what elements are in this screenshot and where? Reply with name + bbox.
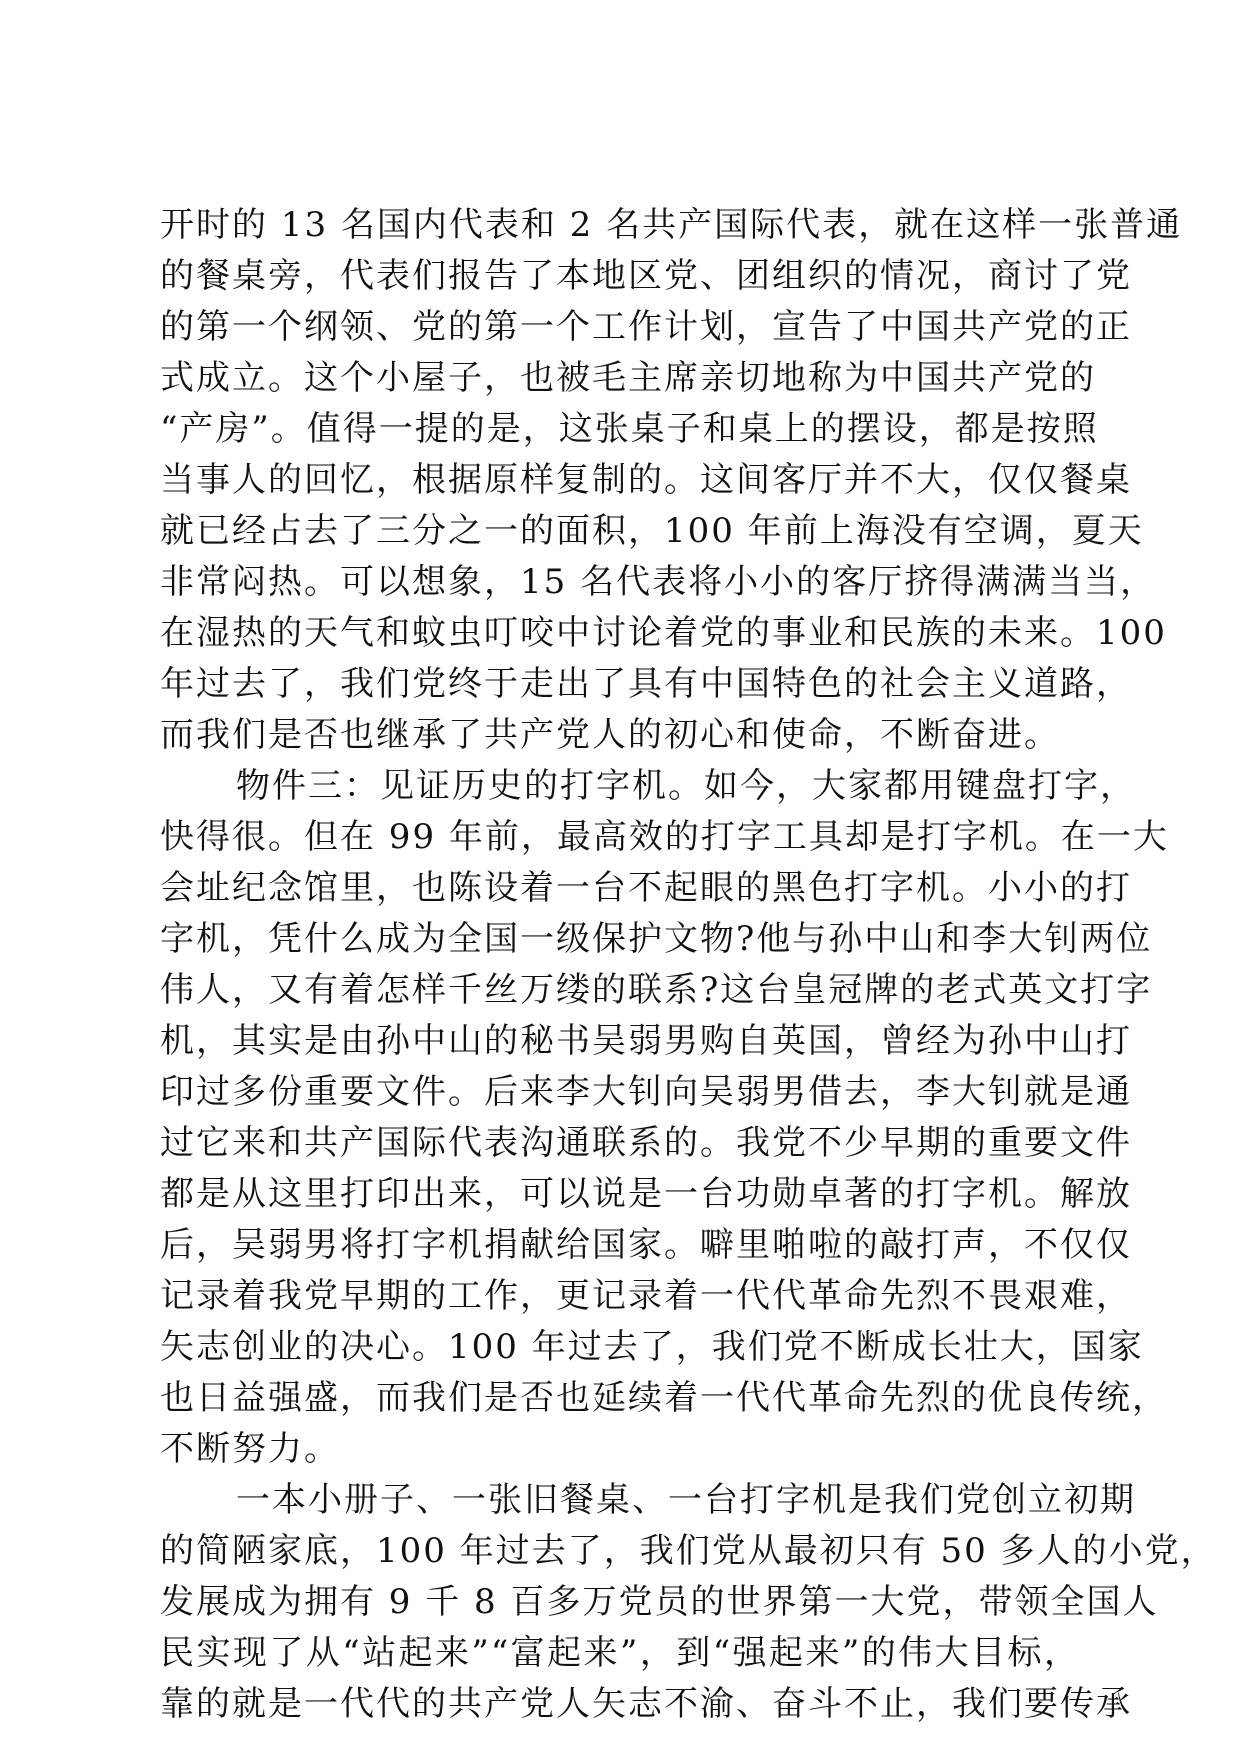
paragraph-2-line-11: 记录着我党早期的工作，更记录着一代代革命先烈不畏艰难， xyxy=(160,1276,1132,1316)
paragraph-1-line-11: 而我们是否也继承了共产党人的初心和使命，不断奋进。 xyxy=(160,715,1060,755)
paragraph-1-line-3: 的第一个纲领、党的第一个工作计划，宣告了中国共产党的正 xyxy=(160,307,1132,347)
paragraph-3-line-3: 发展成为拥有 9 千 8 百多万党员的世界第一大党，带领全国人 xyxy=(160,1582,1159,1622)
paragraph-2-line-9: 都是从这里打印出来，可以说是一台功勋卓著的打字机。解放 xyxy=(160,1174,1132,1214)
paragraph-2-line-4: 字机，凭什么成为全国一级保护文物?他与孙中山和李大钊两位 xyxy=(160,919,1153,959)
paragraph-2-line-3: 会址纪念馆里，也陈设着一台不起眼的黑色打字机。小小的打 xyxy=(160,868,1132,908)
paragraph-2-line-12: 矢志创业的决心。100 年过去了，我们党不断成长壮大，国家 xyxy=(160,1327,1144,1367)
paragraph-3-line-5: 靠的就是一代代的共产党人矢志不渝、奋斗不止，我们要传承 xyxy=(160,1684,1132,1724)
paragraph-1-line-2: 的餐桌旁，代表们报告了本地区党、团组织的情况，商讨了党 xyxy=(160,256,1132,296)
paragraph-1-line-4: 式成立。这个小屋子，也被毛主席亲切地称为中国共产党的 xyxy=(160,358,1096,398)
paragraph-2-line-14: 不断努力。 xyxy=(160,1429,340,1469)
paragraph-1-line-1: 开时的 13 名国内代表和 2 名共产国际代表，就在这样一张普通 xyxy=(160,205,1183,245)
paragraph-2-line-5: 伟人，又有着怎样千丝万缕的联系?这台皇冠牌的老式英文打字 xyxy=(160,970,1153,1010)
paragraph-3-line-2: 的简陋家底，100 年过去了，我们党从最初只有 50 多人的小党， xyxy=(160,1531,1217,1571)
paragraph-1-line-10: 年过去了，我们党终于走出了具有中国特色的社会主义道路， xyxy=(160,664,1132,704)
body-text xyxy=(160,200,1217,1730)
paragraph-2-line-13: 也日益强盛，而我们是否也延续着一代代革命先烈的优良传统， xyxy=(160,1378,1168,1418)
paragraph-1 xyxy=(160,200,1183,761)
paragraph-2-line-8: 过它来和共产国际代表沟通联系的。我党不少早期的重要文件 xyxy=(160,1123,1132,1163)
paragraph-3-line-4: 民实现了从“站起来”“富起来”，到“强起来”的伟大目标， xyxy=(160,1633,1080,1673)
paragraph-1-line-5: “产房”。值得一提的是，这张桌子和桌上的摆设，都是按照 xyxy=(160,409,1099,449)
paragraph-2-line-10: 后，吴弱男将打字机捐献给国家。噼里啪啦的敲打声，不仅仅 xyxy=(160,1225,1132,1265)
paragraph-2-line-1: 物件三：见证历史的打字机。如今，大家都用键盘打字， xyxy=(236,766,1136,806)
paragraph-1-line-7: 就已经占去了三分之一的面积，100 年前上海没有空调，夏天 xyxy=(160,511,1144,551)
paragraph-1-line-6: 当事人的回忆，根据原样复制的。这间客厅并不大，仅仅餐桌 xyxy=(160,460,1132,500)
paragraph-3-line-1: 一本小册子、一张旧餐桌、一台打字机是我们党创立初期 xyxy=(236,1480,1136,1520)
paragraph-2-line-6: 机，其实是由孙中山的秘书吴弱男购自英国，曾经为孙中山打 xyxy=(160,1021,1132,1061)
paragraph-2-line-7: 印过多份重要文件。后来李大钊向吴弱男借去，李大钊就是通 xyxy=(160,1072,1132,1112)
paragraph-1-line-8: 非常闷热。可以想象，15 名代表将小小的客厅挤得满满当当， xyxy=(160,562,1157,602)
paragraph-3 xyxy=(160,1475,1217,1730)
paragraph-2 xyxy=(160,761,1169,1475)
paragraph-1-line-9: 在湿热的天气和蚊虫叮咬中讨论着党的事业和民族的未来。100 xyxy=(160,613,1167,653)
paragraph-2-line-2: 快得很。但在 99 年前，最高效的打字工具却是打字机。在一大 xyxy=(160,817,1169,857)
